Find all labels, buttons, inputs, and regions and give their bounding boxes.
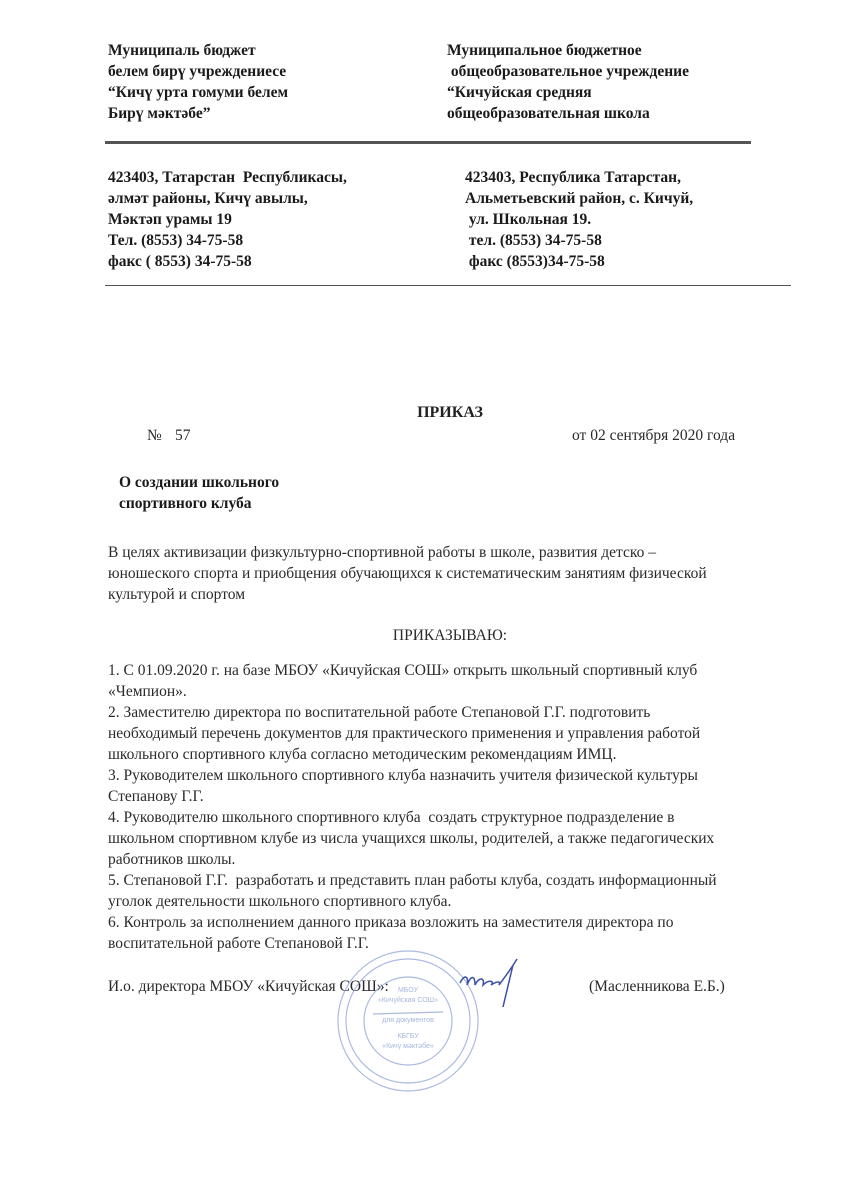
order-directive: ПРИКАЗЫВАЮ: xyxy=(392,627,508,644)
stamp-text: МБОУ xyxy=(397,987,419,994)
text-line: 423403, Татарстан Республикасы, xyxy=(108,169,347,186)
header-right-address xyxy=(465,167,693,272)
header-left-org xyxy=(108,40,288,124)
order-item-line: Степанову Г.Г. xyxy=(108,788,204,805)
text-line: Бирү мәктәбе” xyxy=(108,105,211,122)
text-line: В целях активизации физкультурно-спортивной работы в школе, развития детско – xyxy=(108,544,657,561)
text-line: Мәктәп урамы 19 xyxy=(108,211,232,228)
order-subject xyxy=(119,472,279,514)
text-line: Муниципаль бюджет xyxy=(108,42,256,59)
order-item-line: школьном спортивном клубе из числа учащихся школы, родителей, а также педагогических xyxy=(108,830,715,847)
text-line: факс ( 8553) 34-75-58 xyxy=(108,253,252,270)
order-item-line: 3. Руководителем школьного спортивного клуба назначить учителя физической культуры xyxy=(108,767,698,784)
text-line: әлмәт районы, Кичү авылы, xyxy=(108,190,308,207)
order-item-line: школьного спортивного клуба согласно методическим рекомендациям ИМЦ. xyxy=(108,746,617,763)
header-right-org xyxy=(447,40,689,124)
header-divider xyxy=(105,141,751,144)
order-title: ПРИКАЗ xyxy=(417,404,483,421)
text-line: 423403, Республика Татарстан, xyxy=(465,169,681,186)
stamp-text: КБГБУ xyxy=(397,1033,419,1040)
order-number: 57 xyxy=(175,427,191,444)
order-item-line: 5. Степановой Г.Г. разработать и представить план работы клуба, создать информационный xyxy=(108,872,717,889)
text-line: тел. (8553) 34-75-58 xyxy=(465,232,602,249)
order-item-line: 4. Руководителю школьного спортивного клуба создать структурное подразделение в xyxy=(108,809,675,826)
stamp-text: для документов xyxy=(382,1017,434,1024)
text-line: спортивного клуба xyxy=(119,495,252,512)
text-line: “Кичү урта гомуми белем xyxy=(108,84,289,101)
text-line: юношеского спорта и приобщения обучающихся к систематическим занятиям физической xyxy=(108,565,707,582)
signature-name: (Масленникова Е.Б.) xyxy=(589,978,725,995)
stamp-text: «Кичү мәктәбе» xyxy=(382,1043,434,1050)
order-item-line: работников школы. xyxy=(108,851,236,868)
text-line: культурой и спортом xyxy=(108,586,246,603)
order-item-line: уголок деятельности школьного спортивного клуба. xyxy=(108,893,452,910)
text-line: ул. Школьная 19. xyxy=(465,211,592,228)
order-preamble xyxy=(108,542,707,605)
order-item-line: 1. С 01.09.2020 г. на базе МБОУ «Кичуйская СОШ» открыть школьный спортивный клуб xyxy=(108,662,698,679)
order-items xyxy=(108,660,717,954)
order-item-line: 6. Контроль за исполнением данного приказа возложить на заместителя директора по xyxy=(108,914,674,931)
text-line: О создании школьного xyxy=(119,474,280,491)
stamp-text: «Кичуйская СОШ» xyxy=(378,997,438,1004)
text-line: белем бирү учреждениесе xyxy=(108,63,287,80)
text-line: общеобразовательная школа xyxy=(447,105,650,122)
signature-role: И.о. директора МБОУ «Кичуйская СОШ»: xyxy=(108,978,389,995)
text-line: факс (8553)34-75-58 xyxy=(465,253,605,270)
text-line: Тел. (8553) 34-75-58 xyxy=(108,232,244,249)
order-item-line: необходимый перечень документов для практического применения и управления работой xyxy=(108,725,701,742)
order-item-line: «Чемпион». xyxy=(108,683,187,700)
order-date: от 02 сентября 2020 года xyxy=(572,427,736,444)
text-line: Альметьевский район, с. Кичуй, xyxy=(465,190,694,207)
text-line: Муниципальное бюджетное xyxy=(447,42,642,59)
order-number-label: № xyxy=(147,427,162,444)
text-line: “Кичуйская средняя xyxy=(447,84,592,101)
address-divider xyxy=(105,285,791,286)
header-left-address xyxy=(108,167,347,272)
text-line: общеобразовательное учреждение xyxy=(447,63,689,80)
order-item-line: воспитательной работе Степановой Г.Г. xyxy=(108,935,369,952)
signature xyxy=(455,955,535,1015)
order-item-line: 2. Заместителю директора по воспитательной работе Степановой Г.Г. подготовить xyxy=(108,704,651,721)
